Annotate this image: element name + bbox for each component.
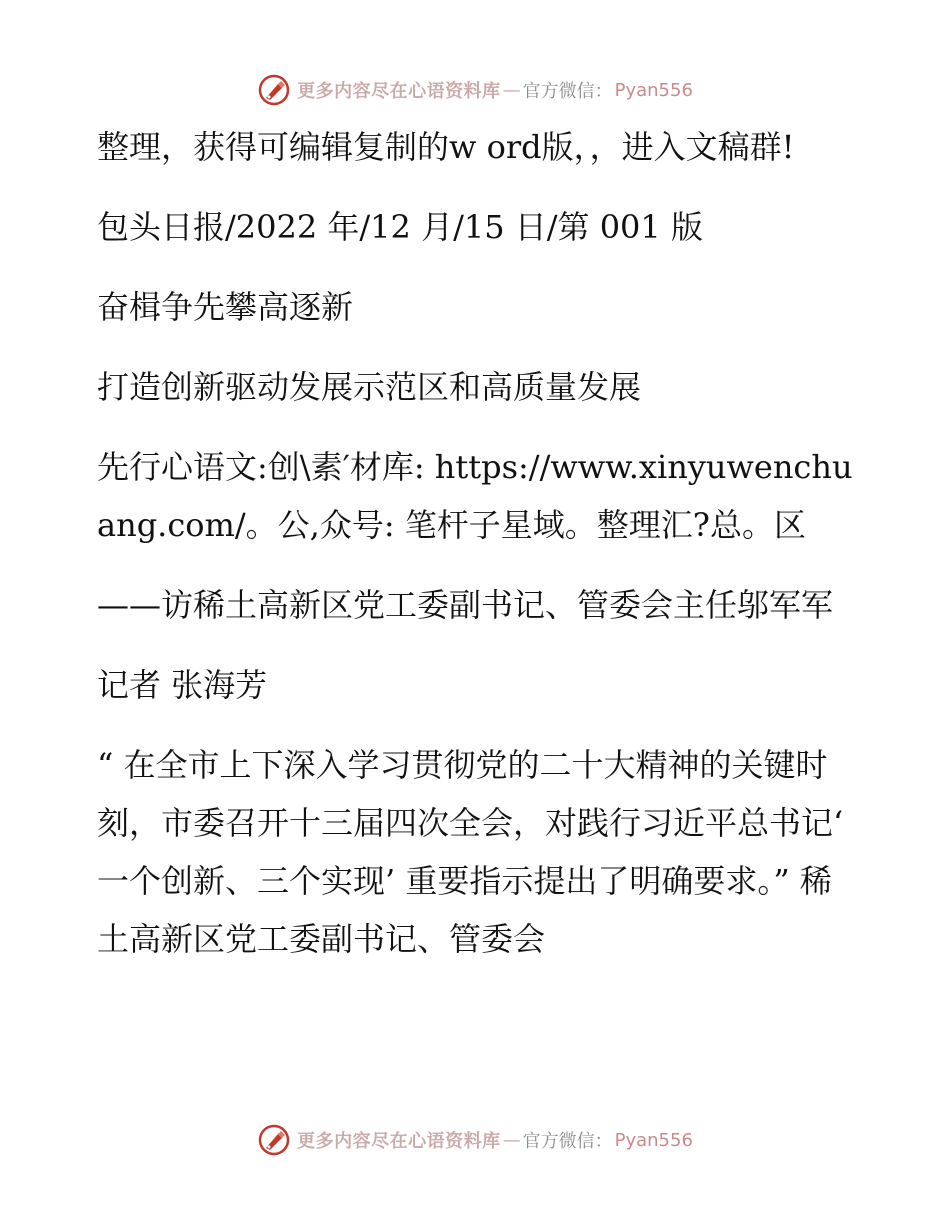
article-subheadline: 打造创新驱动发展示范区和高质量发展 — [97, 368, 642, 406]
pen-nib-logo-icon — [257, 73, 291, 107]
banner-account: Pyan556 — [614, 79, 693, 101]
paragraph-watermark-text: 先行心语文:创\素′材库: https://www.xinyuwenchuang.com/。公,众号: 笔杆子星域。整理汇?总。区 — [97, 448, 853, 544]
banner-account: Pyan556 — [614, 1129, 693, 1151]
banner-separator: — — [502, 1129, 521, 1151]
footer-banner — [0, 1120, 950, 1160]
paragraph-intro: 整理，获得可编辑复制的w ord版，，进入文稿群! — [97, 128, 795, 166]
paragraph-body-1: “ 在全市上下深入学习贯彻党的二十大精神的关键时刻，市委召开十三届四次全会，对践行习近平总书记‘ 一个创新、三个实现’ 重要指示提出了明确要求。” 稀土高新区党工委副书记、管委会 — [97, 746, 844, 958]
banner-official-label: 官方微信： — [522, 81, 613, 102]
paragraph-source: 包头日报/2022 年/12 月/15 日/第 001 版 — [97, 208, 703, 246]
banner-brand-text: 更多内容尽在心语资料库 — [297, 1131, 501, 1152]
article-byline: 记者 张海芳 — [97, 666, 268, 704]
banner-separator: — — [502, 79, 521, 101]
article-headline: 奋楫争先攀高逐新 — [97, 288, 354, 326]
pen-nib-logo-icon — [257, 1123, 291, 1157]
banner-official-label: 官方微信： — [522, 1131, 613, 1152]
article-interview-line: ——访稀土高新区党工委副书记、管委会主任邬军军 — [97, 586, 834, 624]
document-body — [97, 118, 853, 990]
banner-brand-text: 更多内容尽在心语资料库 — [297, 81, 501, 102]
header-banner — [0, 70, 950, 110]
